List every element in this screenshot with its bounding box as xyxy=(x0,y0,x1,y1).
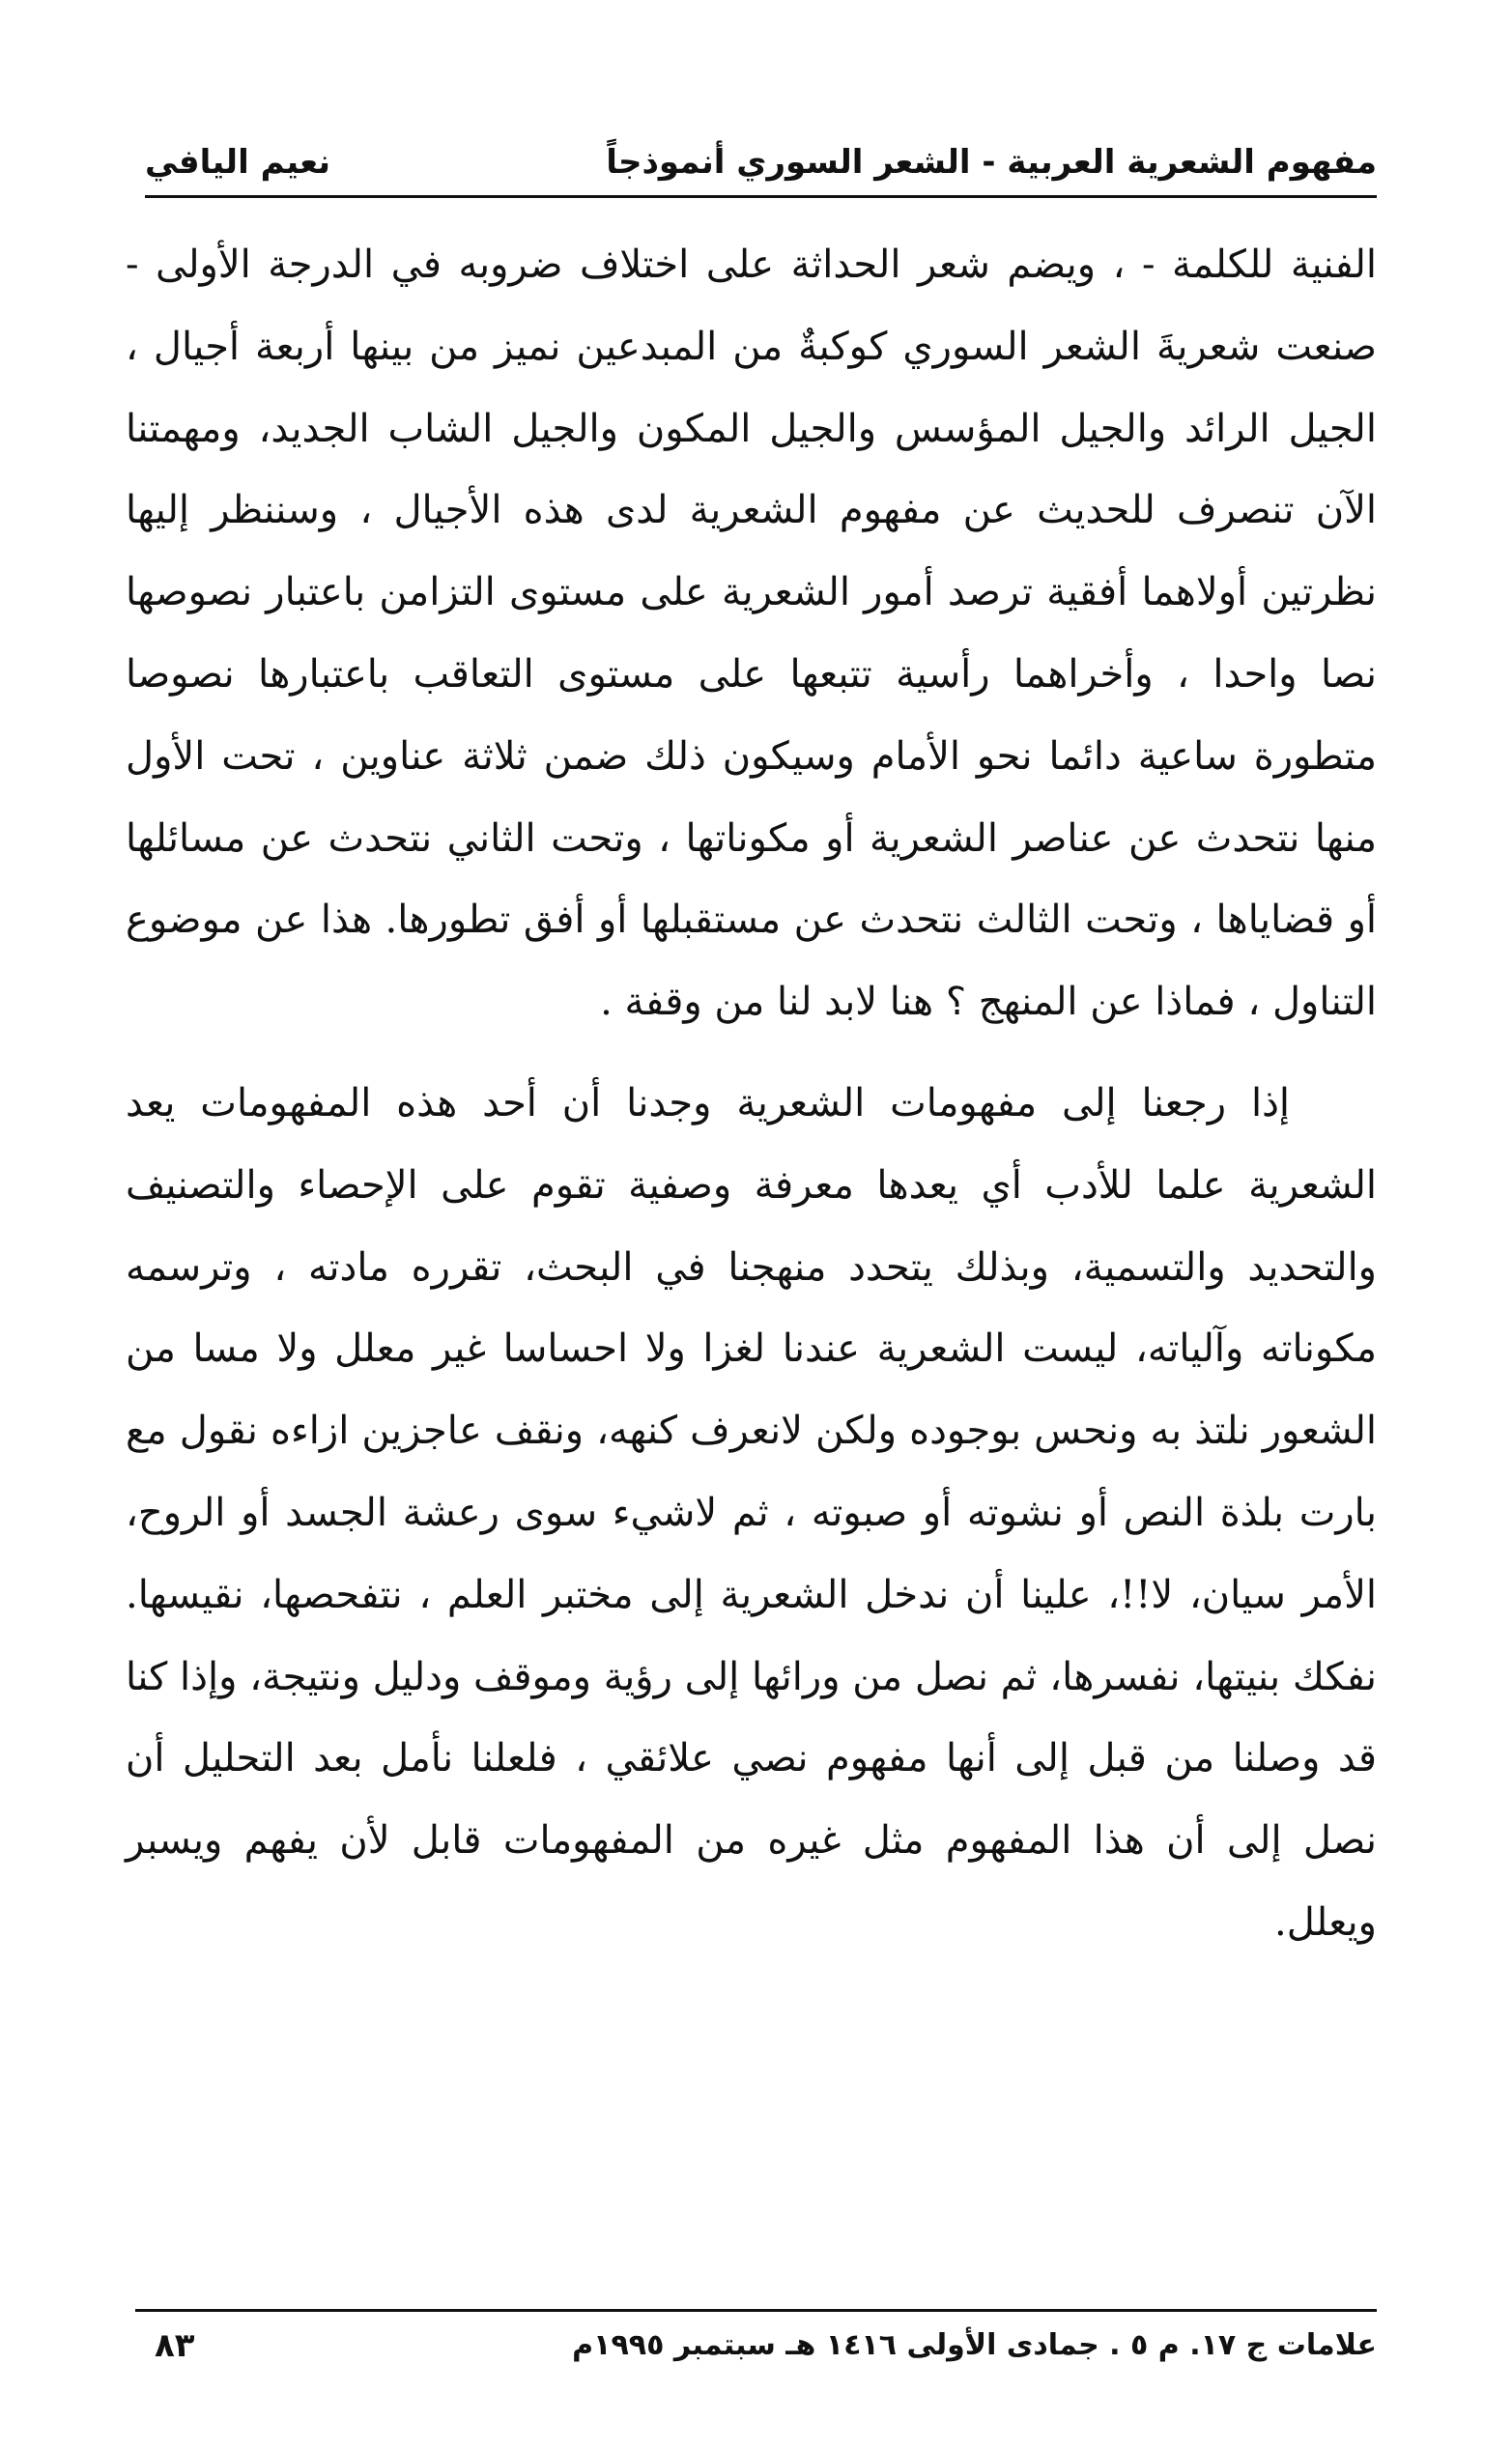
page-number: ٨٣ xyxy=(155,2326,195,2365)
page-footer xyxy=(126,2309,1377,2377)
running-title: مفهوم الشعرية العربية - الشعر السوري أنموذجاً xyxy=(606,143,1377,182)
author-name: نعيم اليافي xyxy=(145,143,331,182)
article-body xyxy=(126,224,1377,1964)
page xyxy=(126,116,1377,2377)
running-header xyxy=(126,135,1377,203)
footer-rule xyxy=(135,2309,1377,2312)
paragraph-1: الفنية للكلمة - ، ويضم شعر الحداثة على اختلاف ضروبه في الدرجة الأولى - صنعت شعريةَ الشعر السوري كوكبةٌ من المبدعين نميز من بينها أربعة أجيال ، الجيل الرائد والجيل المؤسس والجيل المكون والجيل الشاب الجديد، ومهمتنا الآن تنصرف للحديث عن مفهوم الشعرية لدى هذه الأجيال ، وسننظر إليها نظرتين أولاهما أفقية ترصد أمور الشعرية على مستوى التزامن باعتبار نصوصها نصا واحدا ، وأخراهما رأسية تتبعها على مستوى التعاقب باعتبارها نصوصا متطورة ساعية دائما نحو الأمام وسيكون ذلك ضمن ثلاثة عناوين ، تحت الأول منها نتحدث عن عناصر الشعرية أو مكوناتها ، وتحت الثاني نتحدث عن مسائلها أو قضاياها ، وتحت الثالث نتحدث عن مستقبلها أو أفق تطورها. هذا عن موضوع التناول ، فماذا عن المنهج ؟ هنا لابد لنا من وقفة . xyxy=(126,242,1377,1025)
paragraph-2: إذا رجعنا إلى مفهومات الشعرية وجدنا أن أحد هذه المفهومات يعد الشعرية علما للأدب أي يعدها معرفة وصفية تقوم على الإحصاء والتصنيف والتحديد والتسمية، وبذلك يتحدد منهجنا في البحث، تقرره مادته ، وترسمه مكوناته وآلياته، ليست الشعرية عندنا لغزا ولا احساسا غير معلل ولا مسا من الشعور نلتذ به ونحس بوجوده ولكن لانعرف كنهه، ونقف عاجزين ازاءه نقول مع بارت بلذة النص أو نشوته أو صبوته ، ثم لاشيء سوى رعشة الجسد أو الروح، الأمر سيان، لا!!، علينا أن ندخل الشعرية إلى مختبر العلم ، نتفحصها، نقيسها. نفكك بنيتها، نفسرها، ثم نصل من ورائها إلى رؤية وموقف ودليل ونتيجة، وإذا كنا قد وصلنا من قبل إلى أنها مفهوم نصي علائقي ، فلعلنا نأمل بعد التحليل أن نصل إلى أن هذا المفهوم مثل غيره من المفهومات قابل لأن يفهم ويسبر ويعلل. xyxy=(126,1080,1377,1945)
issue-info: علامات ج ١٧. م ٥ . جمادى الأولى ١٤١٦ هـ سبتمبر ١٩٩٥م xyxy=(572,2328,1377,2362)
header-rule xyxy=(145,195,1377,198)
